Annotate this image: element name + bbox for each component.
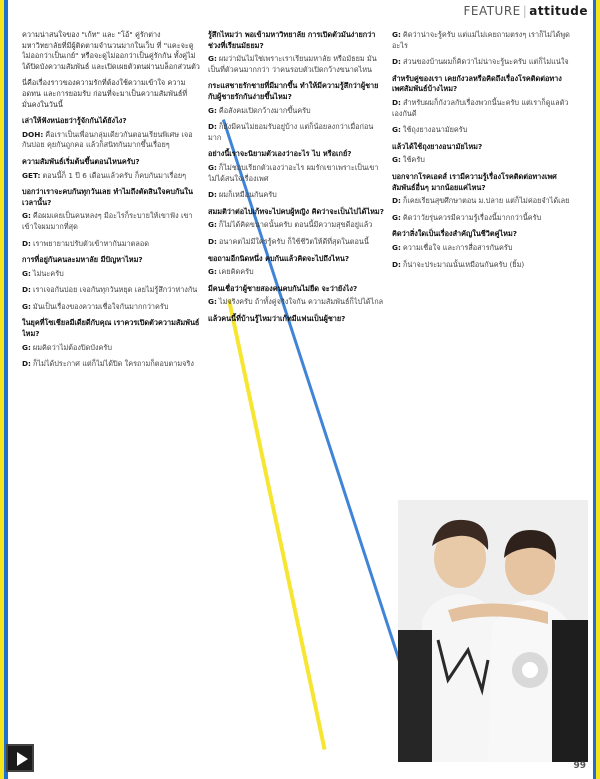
answer-paragraph (208, 190, 384, 201)
speaker-label: D: (392, 196, 401, 206)
answer-paragraph (208, 122, 384, 143)
speaker-label: D: (392, 259, 401, 269)
article-intro (22, 30, 200, 110)
speaker-label: G: (392, 125, 401, 135)
question-heading: รู้สึกไหมว่า พอเข้ามหาวิทยาลัย การเปิดตัวมันง่ายกว่าช่วงที่เรียนมัธยม? (208, 30, 376, 50)
answer-text: สำหรับผมก็กังวลกับเรื่องพวกนี้นะครับ แต่เราก็ดูแลตัวเองกันดี (392, 97, 569, 118)
answer-paragraph (392, 30, 570, 51)
answer-text: ความเชื่อใจ และการสื่อสารกันครับ (402, 242, 513, 252)
answer-paragraph (392, 155, 570, 166)
answer-text: ผมคิดว่าไม่ต้องปิดบังครับ (32, 342, 112, 352)
speaker-label: G: (208, 105, 217, 115)
speaker-label: G: (22, 342, 31, 352)
answer-paragraph (392, 243, 570, 254)
speaker-label: D: (392, 97, 401, 107)
answer-text: ก็น่าจะประมาณนั้นเหมือนกันครับ (ยิ้ม) (402, 259, 525, 269)
answer-text: ก็ไม่ได้ประกาศ แต่ก็ไม่ได้ปิด ใครถามก็ตอบตามจริง (32, 359, 194, 369)
speaker-label: G: (208, 220, 217, 230)
header-feature-label: FEATURE (463, 4, 521, 18)
speaker-label: G: (22, 268, 31, 278)
question-heading: คิดว่าสิ่งใดเป็นเรื่องสำคัญในชีวิตคู่ไหม? (392, 229, 517, 239)
article-column-2 (208, 30, 384, 770)
speaker-label: D: (22, 285, 31, 295)
page-number: 99 (573, 761, 586, 771)
speaker-label: G: (208, 297, 217, 307)
question-heading: การที่อยู่กันคนละมหาลัย มีปัญหาไหม? (22, 255, 143, 265)
answer-text: ใช้ครับ (402, 155, 425, 165)
speaker-label: GET: (22, 170, 41, 180)
answer-text: เราพยายามปรับตัวเข้าหากันมาตลอด (32, 238, 150, 248)
answer-text: คือผมเคยเป็นคนหลงๆ มีอะไรก็ระบายให้เขาฟัง เขาเข้าใจผมมากที่สุด (22, 211, 193, 231)
couple-photo (398, 500, 588, 762)
answer-paragraph (208, 267, 384, 278)
answer-paragraph (22, 211, 200, 232)
question-heading: บอกจากโรคเอดส์ เรามีความรู้เรื่องโรคติดต่อทางเพศสัมพันธ์อื่นๆ มากน้อยแค่ไหน? (392, 171, 557, 192)
speaker-label: DOH: (22, 129, 44, 139)
answer-paragraph (22, 269, 200, 280)
answer-text: คิดว่าวัยรุ่นควรมีความรู้เรื่องนี้มากกว่านี้ครับ (402, 212, 542, 222)
answer-paragraph (22, 171, 200, 182)
speaker-label: D: (22, 359, 31, 369)
answer-paragraph (392, 213, 570, 224)
answer-text: ส่วนของบ้านผมก็คิดว่าไม่น่าจะรู้นะครับ แต่ก็ไม่แน่ใจ (402, 57, 569, 67)
answer-text: ก็ไม่ชอบเรียกตัวเองว่าอะไร ผมรักเขาเพราะเป็นเขา ไม่ได้สนใจเรื่องเพศ (208, 162, 379, 183)
answer-text: อนาคตไม่มีใครรู้ครับ ก็ใช้ชีวิตให้ดีที่สุดในตอนนี้ (218, 236, 369, 246)
speaker-label: G: (208, 267, 217, 277)
speaker-label: G: (392, 212, 401, 222)
answer-text: ตอนนี้ก็ 1 ปี 6 เดือนแล้วครับ ก็คบกันมาเรื่อยๆ (42, 170, 187, 180)
header-separator: | (522, 4, 528, 18)
speaker-label: D: (208, 236, 217, 246)
answer-text: คิดว่าน่าจะรู้ครับ แต่แม่ไม่เคยถามตรงๆ เราก็ไม่ได้พูดอะไร (392, 30, 570, 50)
answer-paragraph (208, 163, 384, 184)
answer-text: เคยคิดครับ (218, 267, 254, 277)
answer-paragraph (392, 57, 570, 68)
answer-paragraph (22, 343, 200, 354)
answer-paragraph (208, 237, 384, 248)
answer-text: ใช้ถุงยางอนามัยครับ (402, 125, 468, 135)
article-column-1 (22, 30, 200, 720)
speaker-label: G: (208, 54, 217, 64)
question-heading: แล้วได้ใช้ถุงยางอนามัยไหม? (392, 141, 483, 151)
speaker-label: D: (208, 122, 217, 132)
answer-paragraph (392, 260, 570, 271)
question-heading: แล้วคนนี้ที่บ้านรู้ไหมว่าเก้ทมีแฟนเป็นผู้ชาย? (208, 313, 346, 323)
question-heading: สำหรับคู่ของเรา เคยกังวลหรือคิดถึงเรื่องโรคติดต่อทางเพศสัมพันธ์บ้างไหม? (392, 73, 562, 94)
article-column-3 (392, 30, 570, 520)
question-heading: สมมติว่าต่อไปเก้ทจะไปคบผู้หญิง คิดว่าจะเป็นไปได้ไหม? (208, 206, 384, 216)
speaker-label: G: (392, 242, 401, 252)
answer-text: ผมก็เหมือนกันครับ (218, 190, 277, 200)
answer-text: มันเป็นเรื่องของความเชื่อใจกันมากกว่าครับ (32, 301, 169, 311)
answer-paragraph (22, 239, 200, 250)
speaker-label: D: (22, 238, 31, 248)
play-button[interactable] (6, 744, 34, 772)
speaker-label: G: (22, 211, 31, 221)
answer-text: ไม่จริงครับ ถ้าทั้งคู่จริงใจกัน ความสัมพันธ์ก็ไปได้ไกล (218, 297, 384, 307)
question-heading: ในยุคที่โซเชียลมีเดียดีกับคุณ เราควรเปิดตัวความสัมพันธ์ไหม? (22, 318, 200, 339)
question-heading: อย่างนี้เราจะนิยามตัวเองว่าอะไร ไบ หรือเกย์? (208, 149, 352, 159)
question-heading: มีคนเชื่อว่าผู้ชายสองคนคบกันไม่ยืด จะว่ายังไง? (208, 283, 358, 293)
answer-paragraph (208, 54, 384, 75)
answer-text: คือสังคมเปิดกว้างมากขึ้นครับ (218, 105, 311, 115)
answer-paragraph (392, 98, 570, 119)
question-heading: บอกว่าเราจะคบกันทุกวันเลย ทำไมถึงตัดสินใจคบกันในเวลานั้น? (22, 187, 193, 207)
speaker-label: G: (392, 155, 401, 165)
intro-paragraph: ความน่าสนใจของ "เก้ท" และ "โอ้" คู่รักต่าง มหาวิทยาลัยที่มีผู้ติดตามจำนวนมากในเว็บ ที่ "แคะจะดูไม่ออกว่าเป็นเกย์" หรือจะดูไม่ออกว่าเป็นคู่รักกัน ทั้งคู่ไม่ได้ปิดบังความสัมพันธ์ และเปิดเผยตัวตนผ่านบล็อกส่วนตัว (22, 30, 200, 71)
question-heading: ความสัมพันธ์เริ่มต้นขึ้นตอนไหนครับ? (22, 156, 140, 166)
answer-paragraph (22, 359, 200, 370)
couple-photo-illustration (398, 500, 588, 762)
speaker-label: G: (22, 301, 31, 311)
answer-text: ก็เคยเรียนสุขศึกษาตอน ม.ปลาย แต่ก็ไม่ค่อยจำได้เลย (402, 196, 570, 206)
question-heading: กระแสชายรักชายที่มีมากขึ้น ทำให้มีความรู้สึกว่าผู้ชายกับผู้ชายรักกันง่ายขึ้นไหม? (208, 81, 379, 101)
answer-paragraph (208, 220, 384, 231)
answer-text: คือเราเป็นเพื่อนกลุ่มเดียวกันตอนเรียนพิเศษ เจอกันบ่อย คุยกันถูกคอ แล้วก็สนิทกันมากขึ้นเรื่อยๆ (22, 129, 193, 150)
speaker-label: G: (208, 162, 217, 172)
page-header (463, 4, 588, 18)
decorative-strip-blue-left (4, 0, 8, 779)
answer-paragraph (22, 130, 200, 151)
qa-list (208, 30, 384, 324)
answer-text: ผมว่ามันไม่ใช่เพราะเราเรียนมหาลัย หรือมัธยม มันเป็นที่ตัวคนมากกว่า ว่าคนรอบตัวเปิดกว้างขนาดไหน (208, 54, 377, 74)
answer-paragraph (392, 125, 570, 136)
intro-paragraph: นี่คือเรื่องราวของความรักที่ต้องใช้ความเข้าใจ ความอดทน และการยอมรับ ก่อนที่จะมาเป็นความสัมพันธ์ที่มั่นคงในวันนี้ (22, 78, 188, 109)
question-heading: ขอถามอีกนิดหนึ่ง คบกันแล้วคิดจะไปถึงไหน? (208, 253, 350, 263)
qa-list (22, 116, 200, 370)
answer-text: ก็ไม่ได้คิดขนาดนั้นครับ ตอนนี้มีความสุขดีอยู่แล้ว (218, 220, 373, 230)
speaker-label: D: (392, 57, 401, 67)
answer-paragraph (22, 302, 200, 313)
answer-paragraph (392, 196, 570, 207)
qa-list (392, 30, 570, 270)
question-heading: เล่าให้ฟังหน่อยว่ารู้จักกันได้ยังไง? (22, 116, 127, 126)
answer-paragraph (22, 285, 200, 296)
answer-paragraph (208, 106, 384, 117)
decorative-strip-yellow-right (596, 0, 600, 779)
header-section-label: attitude (529, 4, 588, 18)
speaker-label: D: (208, 190, 217, 200)
answer-text: เราเจอกันบ่อย เจอกันทุกวันหยุด เลยไม่รู้สึกว่าห่างกัน (32, 285, 198, 295)
answer-text: ก็ยังมีคนไม่ยอมรับอยู่บ้าง แต่ก็น้อยลงกว่าเมื่อก่อนมาก (208, 122, 374, 142)
answer-paragraph (208, 297, 384, 308)
speaker-label: G: (392, 30, 401, 39)
answer-text: ไม่นะครับ (32, 268, 64, 278)
